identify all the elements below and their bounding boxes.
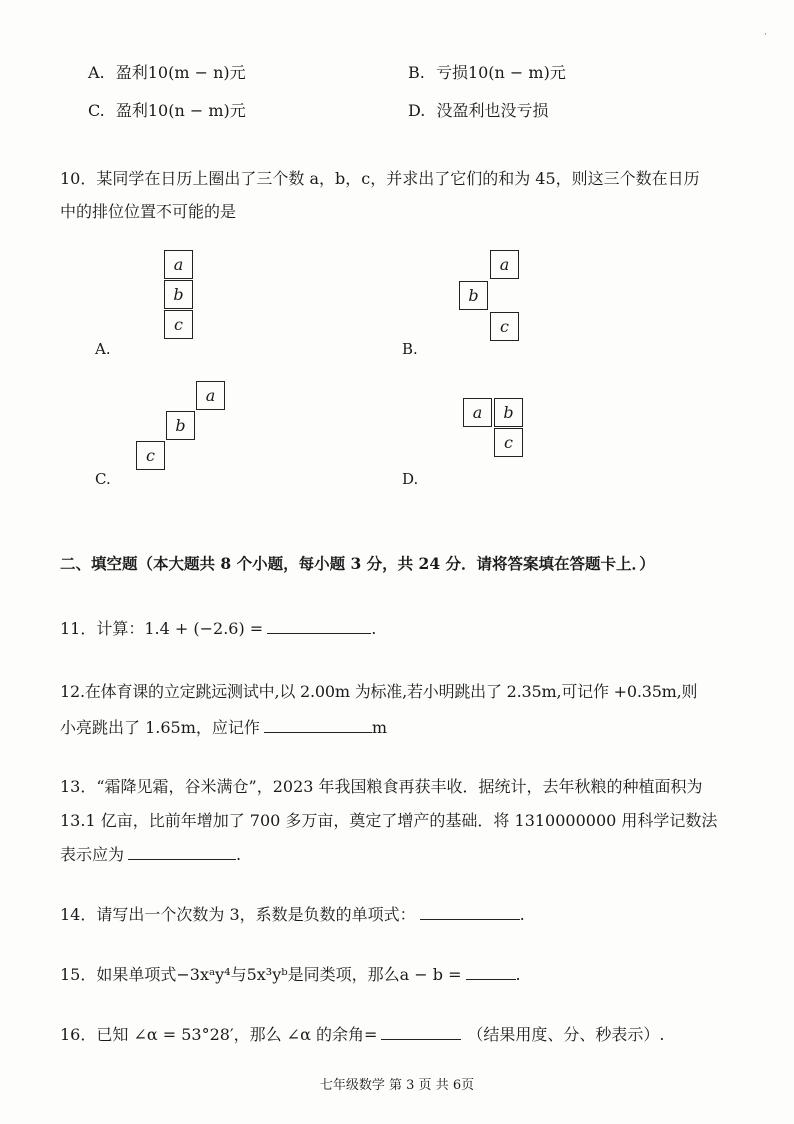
q9-option-d-label: D. [408,101,426,120]
q16-text: 16．已知 ∠α = 53°28′，那么 ∠α 的余角= [60,1025,378,1044]
q9-option-c-label: C. [88,101,105,120]
q13-line3 [60,843,241,866]
q9-option-b [408,62,566,84]
q11-answer-blank[interactable] [267,617,371,634]
q13-line2: 13.1 亿亩，比前年增加了 700 多万亩，奠定了增产的基础．将 1310000000 用科学记数法 [60,811,718,830]
q9-option-d [408,100,548,122]
q10-option-b-label: B. [402,340,418,358]
q15-end: . [515,965,521,984]
q9-option-c [88,100,246,122]
grid-a-cell-b: b [164,280,193,309]
q13-end: . [236,845,242,864]
grid-c-cell-a: a [196,381,225,410]
q12-answer-blank[interactable] [264,716,372,733]
q12-line2 [60,716,387,739]
grid-d-cell-b: b [494,398,523,427]
q9-option-a-label: A. [88,63,105,82]
q14-answer-blank[interactable] [420,903,520,920]
q9-option-b-text: 亏损10(n − m)元 [435,63,566,82]
grid-c-cell-c: c [136,441,165,470]
q15 [60,963,521,986]
grid-c-cell-b: b [166,411,195,440]
grid-a-cell-a: a [164,250,193,279]
q10-line1: 10．某同学在日历上圈出了三个数 a，b，c，并求出了它们的和为 45，则这三个数在日历 [60,169,700,188]
grid-b-cell-c: c [490,312,519,341]
section-2-title: 二、填空题（本大题共 8 个小题，每小题 3 分，共 24 分．请将答案填在答题卡上．） [60,554,655,573]
q9-option-b-label: B. [408,63,425,82]
q15-text: 15．如果单项式−3xᵃy⁴与5x³yᵇ是同类项，那么a − b = [60,965,462,984]
q12-line1: 12.在体育课的立定跳远测试中,以 2.00m 为标准,若小明跳出了 2.35m,可记作 +0.35m,则 [60,682,698,701]
q10-option-a-label: A. [95,340,111,358]
q16-end: （结果用度、分、秒表示）. [467,1025,665,1044]
q9-option-a [88,62,246,84]
q14-end: . [519,905,525,924]
q10-option-d-label: D. [402,470,419,488]
q12-text: 小亮跳出了 1.65m，应记作 [60,718,260,737]
grid-b-cell-b: b [459,281,488,310]
q16-answer-blank[interactable] [381,1023,461,1040]
q11-text: 11．计算：1.4 + (−2.6) = [60,619,264,638]
q13-line1: 13．“霜降见霜，谷米满仓”，2023 年我国粮食再获丰收．据统计，去年秋粮的种植面积为 [60,777,703,796]
q10-line2: 中的排位位置不可能的是 [60,202,237,221]
grid-d-cell-a: a [463,398,492,427]
grid-a-cell-c: c [164,310,193,339]
scan-mark: · [764,30,767,40]
q9-option-c-text: 盈利10(n − m)元 [115,101,246,120]
q14-text: 14．请写出一个次数为 3，系数是负数的单项式： [60,905,416,924]
q12-unit: m [371,718,388,737]
q9-option-a-text: 盈利10(m − n)元 [115,63,246,82]
grid-b-cell-a: a [490,250,519,279]
q15-answer-blank[interactable] [466,963,516,980]
q11-end: . [371,619,377,638]
page-footer: 七年级数学 第 3 页 共 6页 [319,1078,475,1093]
q14 [60,903,525,926]
grid-d-cell-c: c [494,428,523,457]
q9-option-d-text: 没盈利也没亏损 [436,101,549,120]
q13-text: 表示应为 [60,845,125,864]
q10-option-c-label: C. [95,470,111,488]
q11 [60,617,376,640]
q16 [60,1023,664,1046]
q13-answer-blank[interactable] [128,843,236,860]
